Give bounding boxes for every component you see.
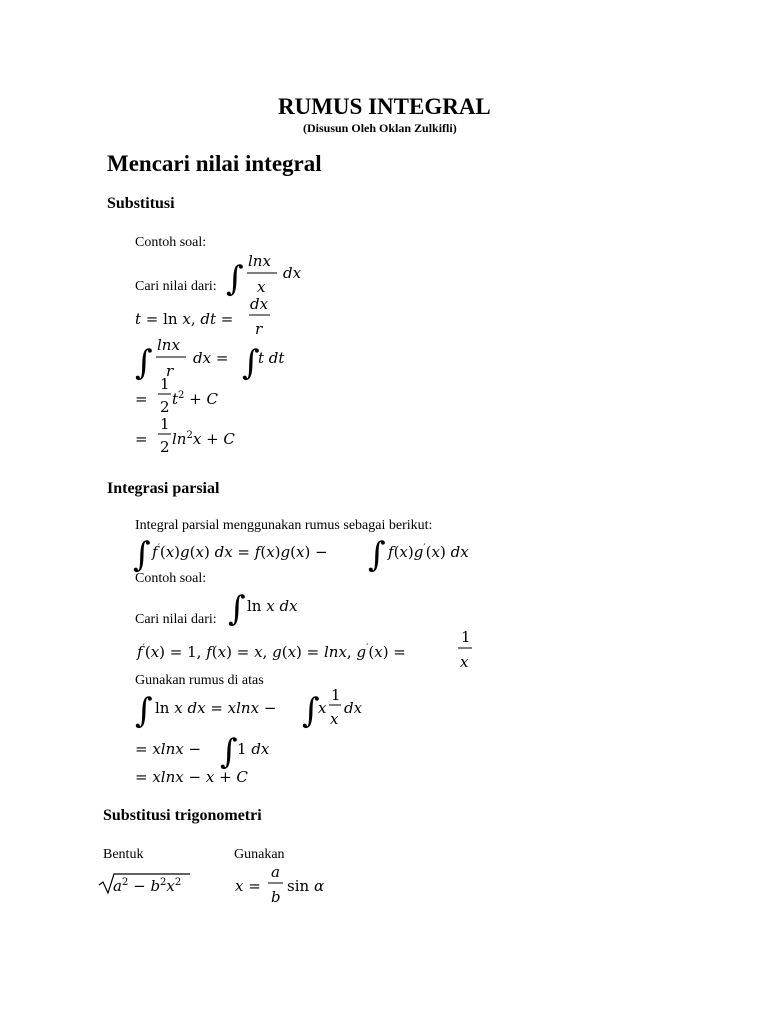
page-subtitle: (Disusun Oleh Oklan Zulkifli) <box>303 121 457 135</box>
step-result <box>135 415 235 456</box>
svg-text:∫: ∫ <box>368 535 386 575</box>
step-integral-transform <box>135 336 285 383</box>
svg-text:dx: dx <box>250 295 269 313</box>
section-heading: Mencari nilai integral <box>107 151 322 176</box>
problem-integral <box>226 252 302 299</box>
svg-text:dx: dx <box>283 264 302 282</box>
svg-text:r: r <box>255 320 263 338</box>
svg-text:f(x)g′(x) dx: f(x)g′(x) dx <box>388 543 469 561</box>
svg-text:1: 1 <box>461 628 471 646</box>
svg-text:∫: ∫ <box>228 589 246 629</box>
svg-text:x: x <box>330 710 339 728</box>
svg-text:f′(x)g(x) dx = f(x)g(x) −: f′(x)g(x) dx = f(x)g(x) − <box>152 543 328 561</box>
svg-text:x: x <box>318 699 327 717</box>
step-half-t-squared <box>135 375 219 416</box>
svg-text:r: r <box>166 362 174 380</box>
svg-text:1: 1 <box>331 686 341 704</box>
svg-text:f′(x) = 1, f(x) = x, g(x) = ln: f′(x) = 1, f(x) = x, g(x) = lnx, g′(x) = <box>137 643 406 661</box>
svg-text:∫: ∫ <box>135 343 153 383</box>
svg-text:x =: x = <box>235 877 261 895</box>
step-t-substitution <box>135 295 270 338</box>
svg-text:x: x <box>257 278 266 296</box>
parsial-problem <box>228 589 298 629</box>
parsial-result <box>135 768 248 786</box>
svg-text:lnx: lnx <box>248 252 271 270</box>
svg-text:sin α: sin α <box>287 877 325 895</box>
svg-text:∫: ∫ <box>302 691 320 731</box>
svg-text:=: = <box>135 430 148 448</box>
svg-text:lnx: lnx <box>157 336 180 354</box>
svg-text:t dt: t dt <box>258 349 285 367</box>
svg-text:dx: dx <box>344 699 363 717</box>
parsial-heading: Integrasi parsial <box>107 480 220 497</box>
parsial-intro: Integral parsial menggunakan rumus sebagai berikut: <box>135 518 433 533</box>
svg-text:t = ln x, dt =: t = ln x, dt = <box>135 310 234 328</box>
svg-text:2: 2 <box>160 438 170 456</box>
trig-form-sqrt <box>99 874 190 895</box>
svg-text:a2 − b2x2: $a^2 - b^2x^2$ <box>113 877 182 895</box>
page-title: RUMUS INTEGRAL <box>278 94 491 119</box>
svg-text:ln x dx: ln x dx <box>247 597 298 615</box>
svg-text:t2 + C: $t^2 + C$ <box>172 390 218 408</box>
bentuk-column-label: Bentuk <box>103 847 144 862</box>
gunakan-column-label: Gunakan <box>234 847 285 862</box>
substitusi-heading: Substitusi <box>107 195 175 212</box>
contoh-soal-label: Contoh soal: <box>135 235 207 250</box>
svg-text:dx =: dx = <box>193 349 229 367</box>
svg-text:= xlnx −: = xlnx − <box>135 740 202 758</box>
gunakan-rumus-label: Gunakan rumus di atas <box>135 673 264 688</box>
parsial-step1 <box>135 686 363 731</box>
svg-text:1: 1 <box>160 375 170 393</box>
svg-text:1 dx: 1 dx <box>237 740 270 758</box>
parsial-cari-label: Cari nilai dari: <box>135 612 217 627</box>
svg-text:ln x dx = xlnx −: ln x dx = xlnx − <box>155 699 277 717</box>
svg-text:b: b <box>271 888 281 906</box>
svg-text:∫: ∫ <box>242 343 260 383</box>
svg-text:∫: ∫ <box>226 259 244 299</box>
svg-text:=: = <box>135 390 148 408</box>
parsial-step2 <box>135 732 270 772</box>
svg-text:1: 1 <box>160 415 170 433</box>
svg-text:= xlnx − x + C: = xlnx − x + C <box>135 768 248 786</box>
svg-text:∫: ∫ <box>135 691 153 731</box>
svg-text:a: a <box>271 863 280 881</box>
parsial-assignments <box>136 628 472 671</box>
cari-nilai-label: Cari nilai dari: <box>135 279 217 294</box>
svg-text:ln2x + C: $\ln^2x + C$ <box>172 430 235 448</box>
svg-text:2: 2 <box>160 398 170 416</box>
trigono-heading: Substitusi trigonometri <box>103 807 262 824</box>
svg-text:∫: ∫ <box>133 535 151 575</box>
trig-substitution <box>235 863 324 906</box>
svg-text:x: x <box>460 653 469 671</box>
svg-text:∫: ∫ <box>220 732 238 772</box>
parsial-formula <box>133 535 469 575</box>
parsial-contoh-label: Contoh soal: <box>135 571 207 586</box>
